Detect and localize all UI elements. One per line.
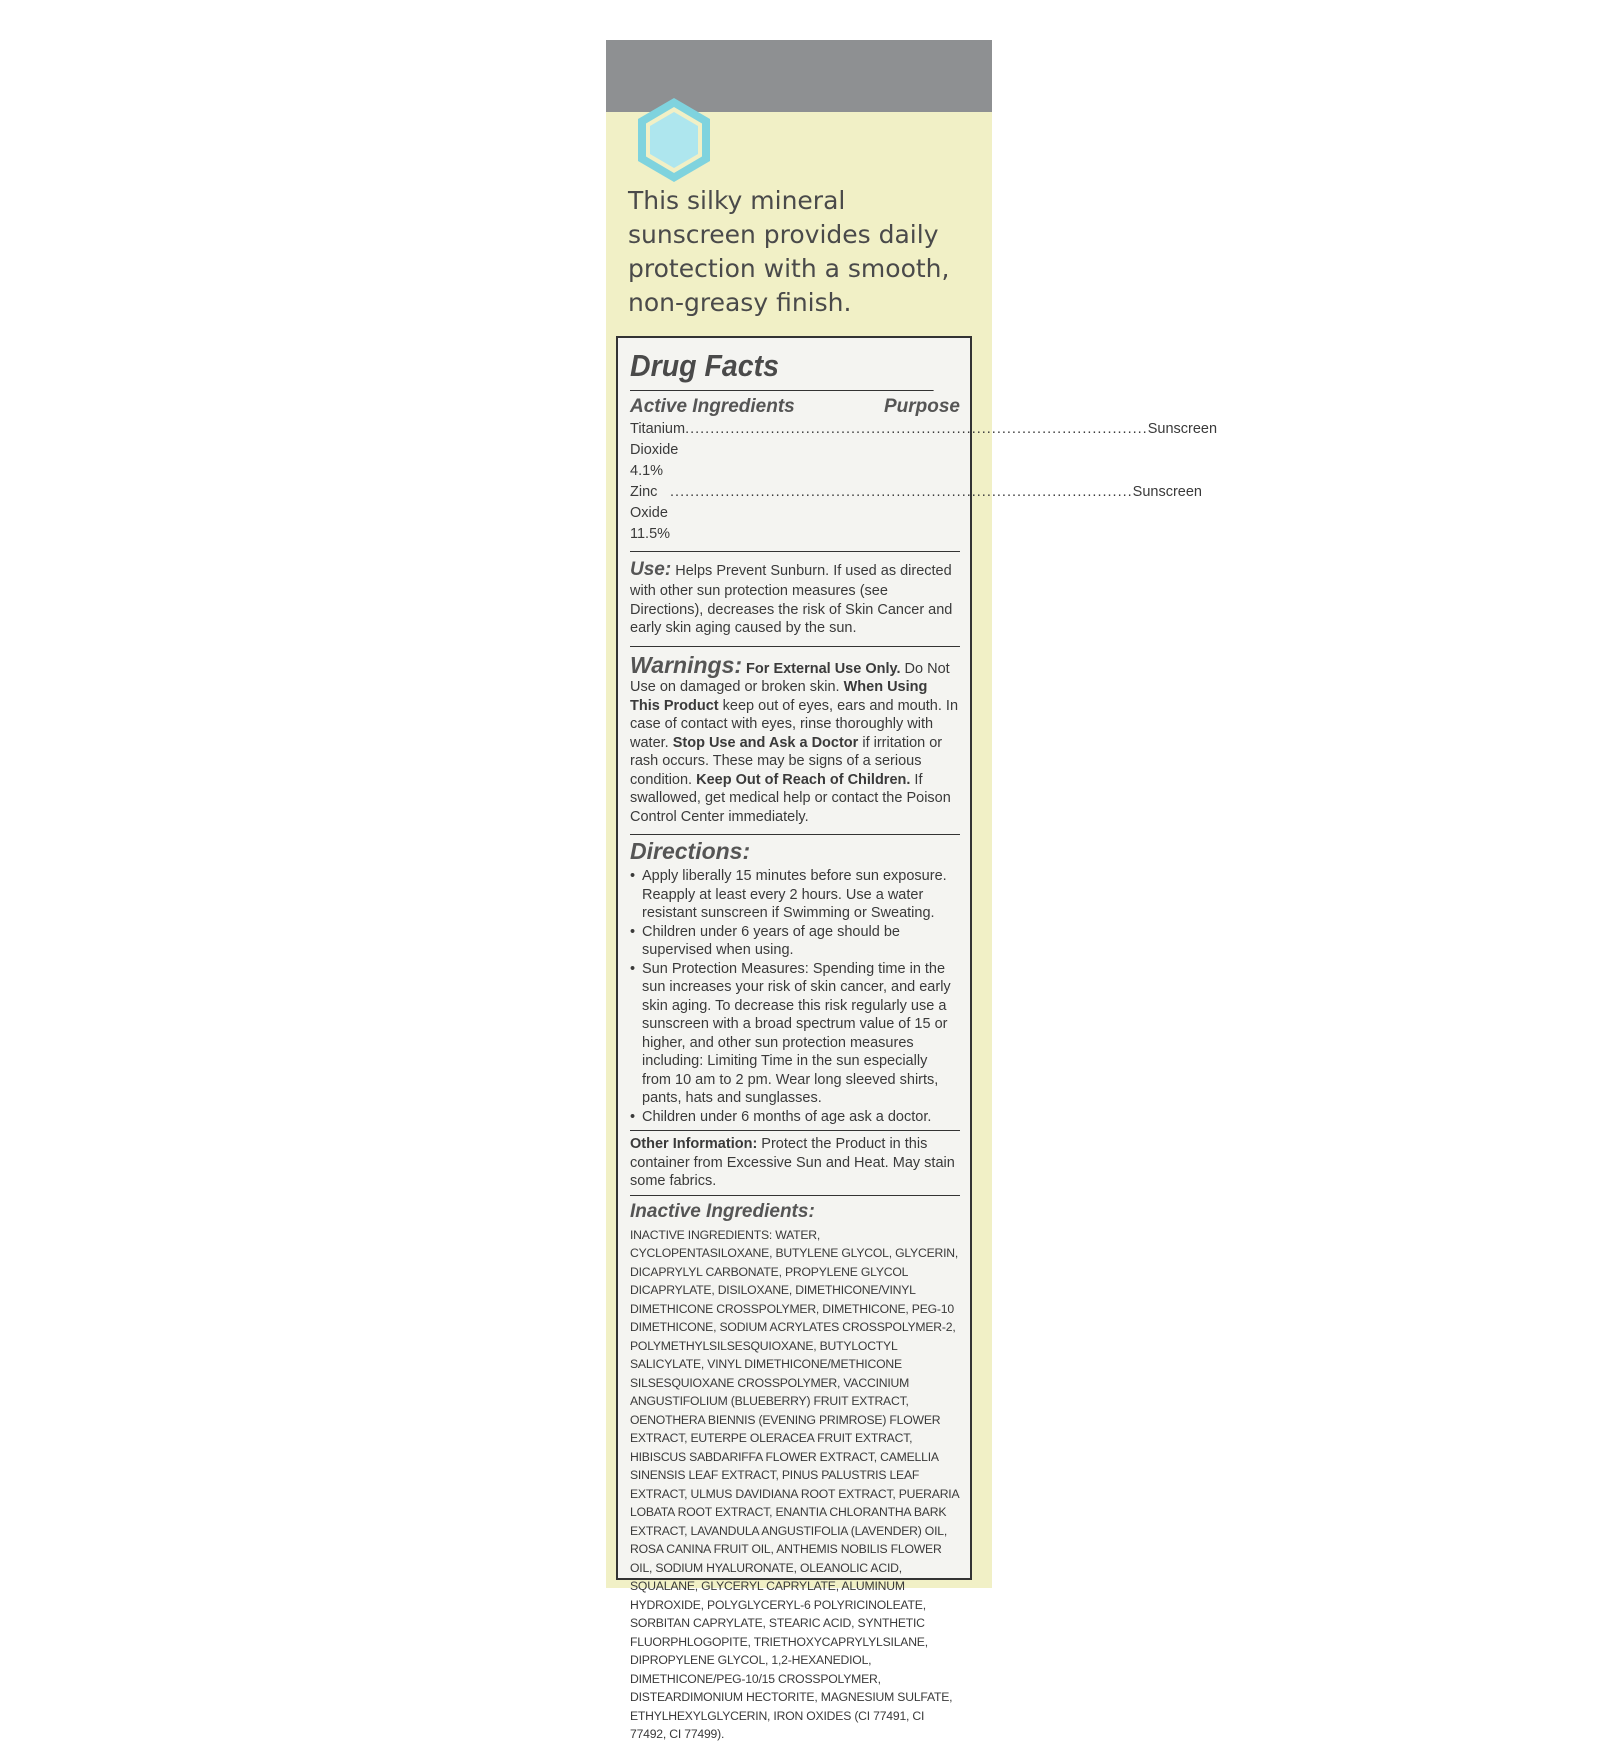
other-information-section	[630, 1131, 960, 1196]
warning-bold: Keep Out of Reach of Children.	[696, 771, 911, 788]
use-heading: Use:	[630, 559, 672, 580]
warning-text: keep out of eyes, ears and mouth. In case of contact with eyes, rinse thoroughly with water.	[630, 697, 959, 751]
ingredient-purpose: Sunscreen	[1132, 484, 1202, 500]
active-ingredient-row	[630, 482, 1202, 545]
inactive-ingredients-text: INACTIVE INGREDIENTS: WATER, CYCLOPENTASILOXANE, BUTYLENE GLYCOL, GLYCERIN, DICAPRYLYL CARBONATE, PROPYLENE GLYCOL DICAPRYLATE, DISILOXANE, DIMETHICONE/VINYL DIMETHICONE CROSSPOLYMER, DIMETHICONE, PEG-10 DIMETHICONE, SODIUM ACRYLATES CROSSPOLYMER-2, POLYMETHYLSILSESQUIOXANE, BUTYLOCTYL SALICYLATE, VINYL DIMETHICONE/METHICONE SILSESQUIOXANE CROSSPOLYMER, VACCINIUM ANGUSTIFOLIUM (BLUEBERRY) FRUIT EXTRACT, OENOTHERA BIENNIS (EVENING PRIMROSE) FLOWER EXTRACT, EUTERPE OLERACEA FRUIT EXTRACT, HIBISCUS SABDARIFFA FLOWER EXTRACT, CAMELLIA SINENSIS LEAF EXTRACT, PINUS PALUSTRIS LEAF EXTRACT, ULMUS DAVIDIANA ROOT EXTRACT, PUERARIA LOBATA ROOT EXTRACT, ENANTIA CHLORANTHA BARK EXTRACT, LAVANDULA ANGUSTIFOLIA (LAVENDER) OIL, ROSA CANINA FRUIT OIL, ANTHEMIS NOBILIS FLOWER OIL, SODIUM HYALURONATE, OLEANOLIC ACID, SQUALANE, GLYCERYL CAPRYLATE, ALUMINUM HYDROXIDE, POLYGLYCERYL-6 POLYRICINOLEATE, SORBITAN CAPRYLATE, STEARIC ACID, SYNTHETIC FLUORPHLOGOPITE, TRIETHOXYCAPRYLYLSILANE, DIPROPYLENE GLYCOL, 1,2-HEXANEDIOL, DIMETHICONE/PEG-10/15 CROSSPOLYMER, DISTEARDIMONIUM HECTORITE, MAGNESIUM SULFATE, ETHYLHEXYLGLYCERIN, IRON OXIDES (CI 77491, CI 77492, CI 77499).	[630, 1227, 959, 1741]
direction-item: • Sun Protection Measures: Spending time in the sun increases your risk of skin cancer, and early skin aging. To decrease this risk regularly use a sunscreen with a broad spectrum value of 15 or higher, and other sun protection measures including: Limiting Time in the sun especially from 10 am to 2 pm. Wear long sleeved shirts, pants, hats and sunglasses.	[630, 960, 960, 1108]
directions-section	[630, 835, 960, 1131]
product-tagline: This silky mineral sunscreen provides daily protection with a smooth, non-greasy finish.	[628, 186, 950, 317]
other-information-heading: Other Information:	[630, 1136, 758, 1152]
warning-bold: When Using This Product	[630, 679, 928, 714]
warning-text: Do Not Use on damaged or broken skin.	[630, 660, 950, 695]
ingredient-purpose: Sunscreen	[1147, 421, 1218, 437]
ingredient-name: Zinc Oxide 11.5%	[630, 484, 671, 542]
ingredient-name: Titanium Dioxide 4.1%	[630, 421, 686, 479]
drug-facts-title: Drug Facts	[630, 346, 934, 391]
active-ingredients-section	[630, 395, 1218, 552]
direction-item: • Apply liberally 15 minutes before sun exposure. Reapply at least every 2 hours. Use a water resistant sunscreen if Swimming or Sweating.	[630, 867, 960, 923]
leader-dots	[670, 482, 1133, 503]
active-ingredient-row	[630, 419, 1218, 482]
leader-dots	[685, 419, 1148, 440]
directions-heading: Directions:	[630, 838, 751, 864]
other-information-text: Protect the Product in this container from Excessive Sun and Heat. May stain some fabrics.	[630, 1136, 955, 1189]
drug-facts-panel	[616, 336, 1218, 1741]
warning-bold: Stop Use and Ask a Doctor	[672, 734, 859, 751]
use-section	[630, 552, 960, 647]
active-ingredients-heading: Active Ingredients	[630, 396, 795, 417]
warning-text: If swallowed, get medical help or contact the Poison Control Center immediately.	[630, 771, 951, 825]
directions-list	[630, 867, 960, 1126]
warnings-section	[630, 647, 960, 836]
purpose-heading: Purpose	[883, 396, 960, 417]
hexagon-icon	[636, 96, 712, 184]
product-box-side-panel	[606, 40, 1218, 1741]
direction-item: • Children under 6 months of age ask a doctor.	[630, 1108, 960, 1127]
inactive-ingredients-section	[630, 1196, 960, 1744]
warning-text: if irritation or rash occurs. These may be signs of a serious condition.	[630, 734, 943, 788]
warnings-heading: Warnings:	[630, 651, 743, 678]
inactive-ingredients-heading: Inactive Ingredients:	[630, 1200, 815, 1222]
warning-bold: For External Use Only.	[742, 660, 901, 677]
use-text: Helps Prevent Sunburn. If used as directed with other sun protection measures (see Directions), decreases the risk of Skin Cancer and early skin aging caused by the sun.	[630, 563, 953, 636]
direction-item: • Children under 6 years of age should be supervised when using.	[630, 923, 960, 960]
